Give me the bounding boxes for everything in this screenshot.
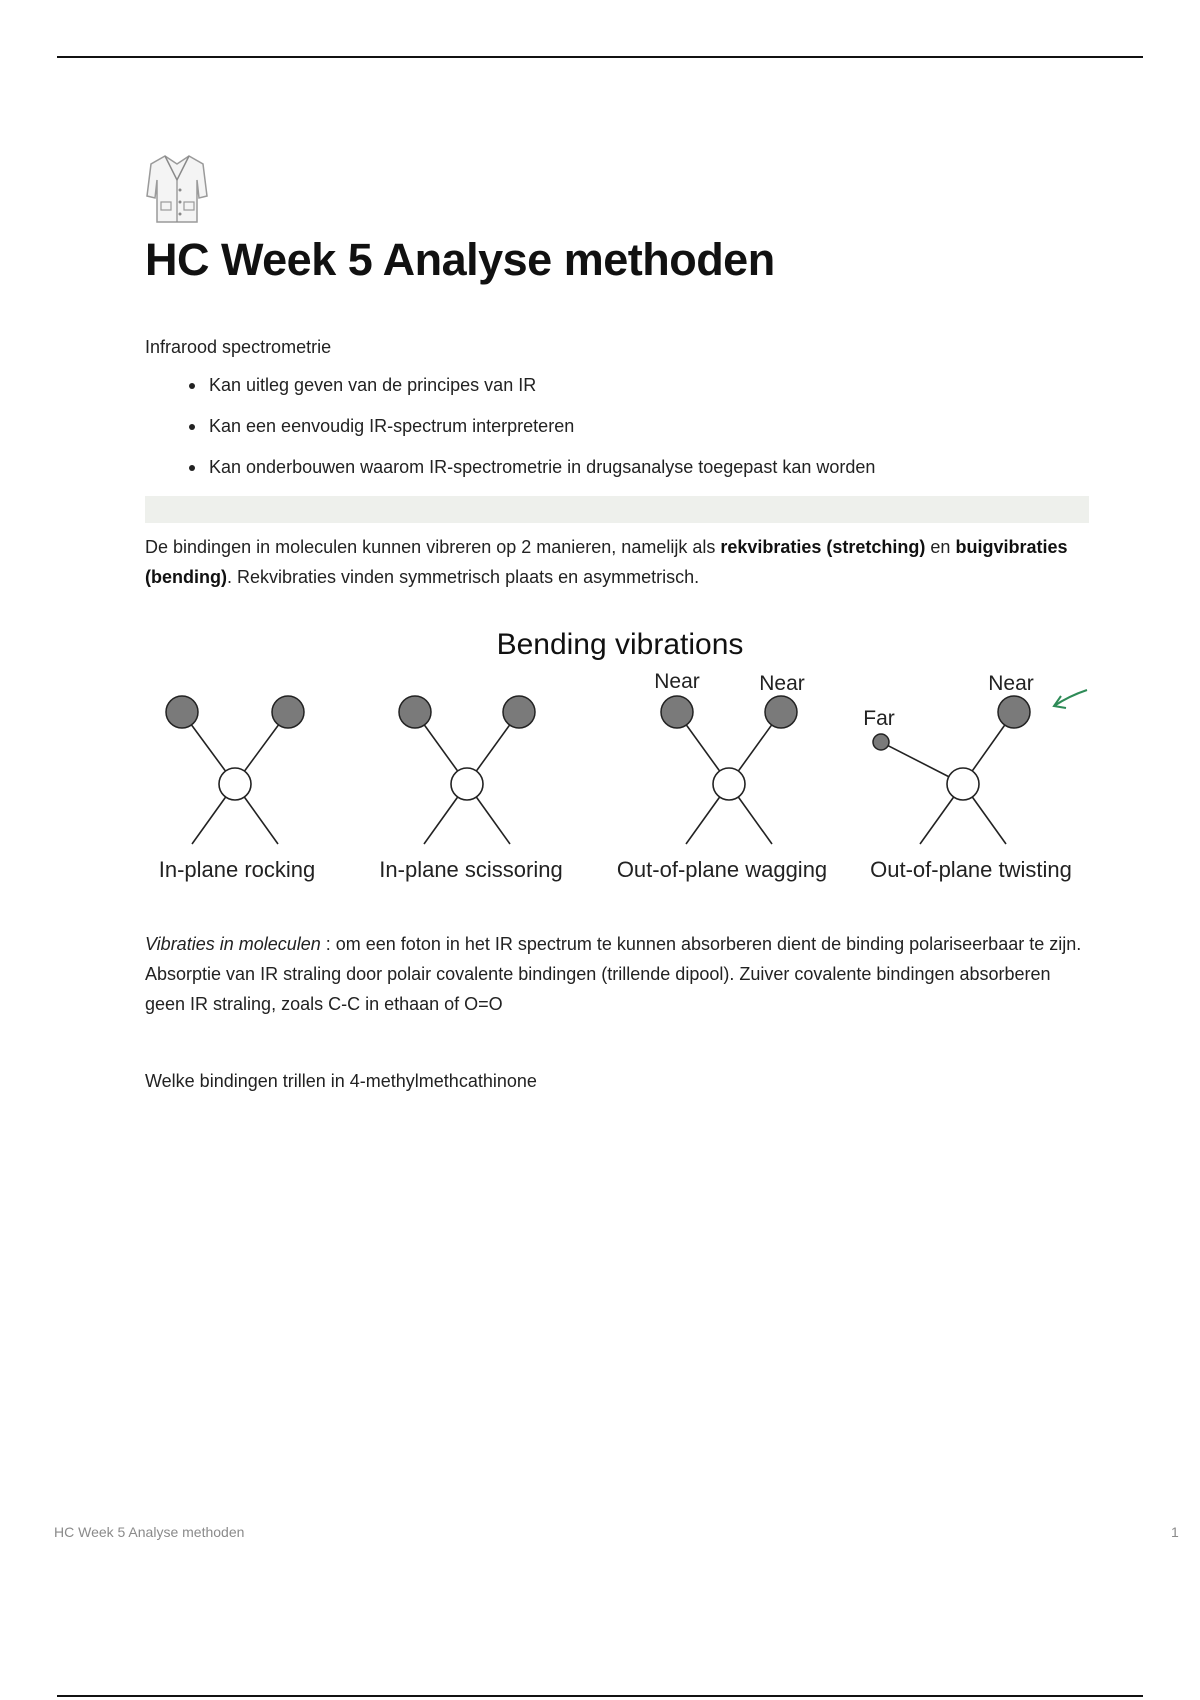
twisting-molecule [873,696,1030,844]
top-rule [57,56,1143,58]
list-item: Kan onderbouwen waarom IR-spectrometrie in drugsanalyse toegepast kan worden [209,452,875,482]
paragraph-molecular-vibrations: Vibraties in moleculen : om een foton in het IR spectrum te kunnen absorberen dient de binding polariseerbaar te zijn. Absorptie van IR straling door polair covalente bindingen (trillende dipool). Zuiver covalente bindingen absorberen geen IR straling, zoals C-C in ethaan of O=O [145,934,1082,1014]
page-title: HC Week 5 Analyse methoden [145,234,775,285]
label-scissoring: In-plane scissoring [379,857,563,882]
list-item: Kan uitleg geven van de principes van IR [209,370,875,400]
figure-title: Bending vibrations [496,628,744,661]
label-far: Far [863,707,895,730]
page-number: 1 [1171,1524,1179,1540]
wagging-molecule [661,696,797,844]
question-text: Welke bindingen trillen in 4-methylmethcathinone [145,1071,537,1091]
footer-title: HC Week 5 Analyse methoden [54,1524,245,1540]
italic-term: Vibraties in moleculen [145,934,321,954]
section-heading: Infrarood spectrometrie [145,337,332,357]
rocking-molecule [166,696,304,844]
label-near: Near [759,672,805,695]
label-twisting: Out-of-plane twisting [870,857,1072,882]
list-item: Kan een eenvoudig IR-spectrum interpreteren [209,411,875,441]
bottom-rule [57,1695,1143,1697]
green-arrow-icon [1054,690,1087,708]
lab-coat-icon [145,150,209,226]
bold-bending: buigvibraties (bending) [145,537,1068,587]
highlight-bar [145,496,1089,523]
label-near: Near [654,670,700,693]
bold-stretching: rekvibraties (stretching) [720,537,926,557]
scissoring-molecule [399,696,535,844]
objectives-list [145,370,875,493]
paragraph-vibrations: De bindingen in moleculen kunnen vibreren op 2 manieren, namelijk als rekvibraties (stretching) en buigvibraties (bending). Rekvibraties vinden symmetrisch plaats en asymmetrisch. [145,537,1068,587]
bending-vibrations-figure [145,620,1090,890]
label-wagging: Out-of-plane wagging [616,857,828,882]
label-near: Near [988,672,1034,695]
label-rocking: In-plane rocking [158,857,316,882]
